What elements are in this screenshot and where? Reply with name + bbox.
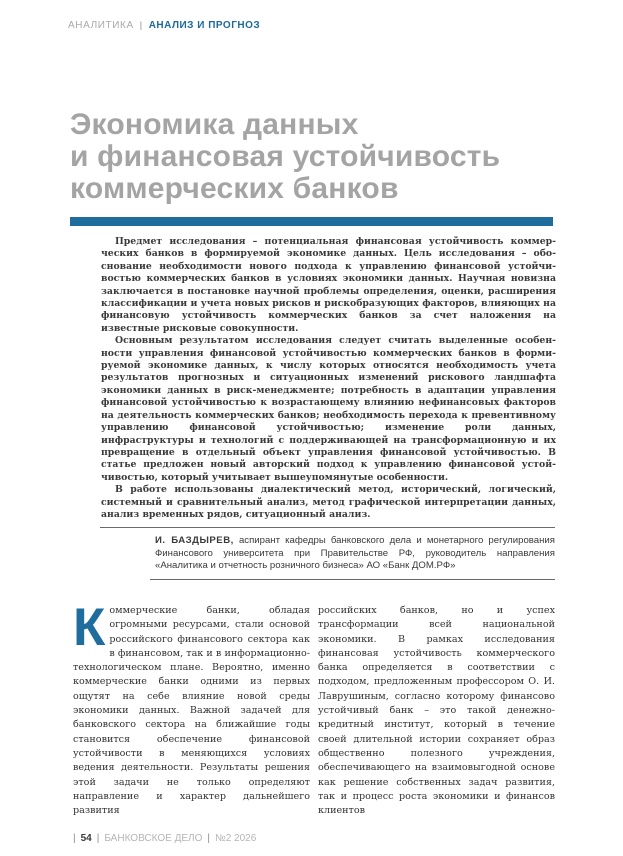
header-separator: |: [139, 20, 143, 30]
issue-number: №2 2026: [214, 833, 257, 845]
title-line: Экономика данных: [70, 108, 359, 141]
page-footer: [68, 832, 555, 846]
body-text-left: оммерческие банки, обладая огромными ресурсами, стали основой российского финансового сектора как в финансовом, так и в информационно-технологическом плане. Вероятно, именно коммерческие банки одними из первых ощутят на себе влияние новой среды экономики данных. Важной задачей для банковского сектора на ближайшие годы становится обеспечение финансовой устойчивости в меняющихся условиях ведения деятельности. Результаты решения этой задачи не только определяют направление и характер дальнейшего развития: [73, 604, 310, 817]
drop-cap: К: [73, 597, 106, 657]
page-number: 54: [80, 833, 92, 845]
body-columns: [73, 597, 555, 818]
body-column-right: [318, 604, 555, 818]
title-line: и финансовая устойчивость: [70, 140, 501, 173]
author-description: аспирант кафедры банковского дела и монетарного регулирования Финансового университета при Правительстве РФ, руководитель направления «Аналитика и отчетность розничного бизнеса» АО «Банк ДОМ.РФ»: [155, 535, 555, 571]
abstract-paragraph: В работе использованы диалектический метод, исторический, логический, системный и сравнительный анализ, метод графической интерпретации данных, анализ временных рядов, ситуационный анализ.: [101, 484, 556, 520]
footer-separator: |: [73, 833, 76, 845]
author-name: И. БАЗДЫРЕВ,: [155, 535, 234, 547]
running-header: [68, 18, 555, 33]
author-divider-bottom: [150, 579, 555, 580]
title-line: коммерческих банков: [70, 172, 399, 205]
article-title: [70, 109, 555, 205]
body-text-right: российских банков, но и успех трансформации всей национальной экономики. В рамках исследования финансовая устойчивость коммерческого банка определяется в соответствии с подходом, предложенным профессором О. И. Лаврушиным, согласно которому финансово устойчивый банк – это такой денежно-кредитный институт, который в течение своей длительной истории сохраняет образ общественно полезного учреждения, обеспечивающего на взаимовыгодной основе как решение собственных задач развития, так и процесс роста экономики и финансов клиентов: [318, 604, 555, 817]
abstract-paragraph: Основным результатом исследования следует считать выделенные особенности управления финансовой устойчивостью коммерческих банков в формируемой экономике данных, к числу которых относятся необходимость учета результатов прогнозных и ситуационных изменений рискового ландшафта экономики данных в риск-менеджменте; потребность в адаптации управления финансовой устойчивостью к возрастающему влиянию нефинансовых факторов на деятельность коммерческих банков; необходимость перехода к превентивному управлению финансовой устойчивостью; изменение роли данных, инфраструктуры и технологий с поддерживающей на трансформационную и их превращение в отдельный объект управления финансовой устойчивостью. В статье предложен новый авторский подход к управлению финансовой устойчивостью, который учитывает вышеупомянутые особенности.: [101, 335, 556, 483]
header-rubric: АНАЛИЗ И ПРОГНОЗ: [148, 20, 261, 31]
header-section: АНАЛИТИКА: [68, 20, 134, 31]
footer-separator: |: [96, 833, 100, 845]
title-underline-bar: [70, 217, 553, 226]
abstract: [101, 236, 556, 521]
journal-name: БАНКОВСКОЕ ДЕЛО: [104, 833, 203, 845]
author-divider-top: [100, 527, 555, 528]
author-info: [155, 535, 555, 572]
body-column-left: [73, 597, 310, 818]
footer-separator: |: [207, 833, 210, 845]
abstract-paragraph: Предмет исследования – потенциальная финансовая устойчивость коммерческих банков в формируемой экономике данных. Цель исследования – обоснование необходимости нового подхода к управлению финансовой устойчивостью коммерческих банков в условиях экономики данных. Научная новизна заключается в постановке научной проблемы определения, оценки, расширения классификации и учета новых рисков и рискобразующих факторов, влияющих на финансовую устойчивость коммерческих банков за счет наложения на известные рисковые совокупности.: [101, 236, 556, 334]
